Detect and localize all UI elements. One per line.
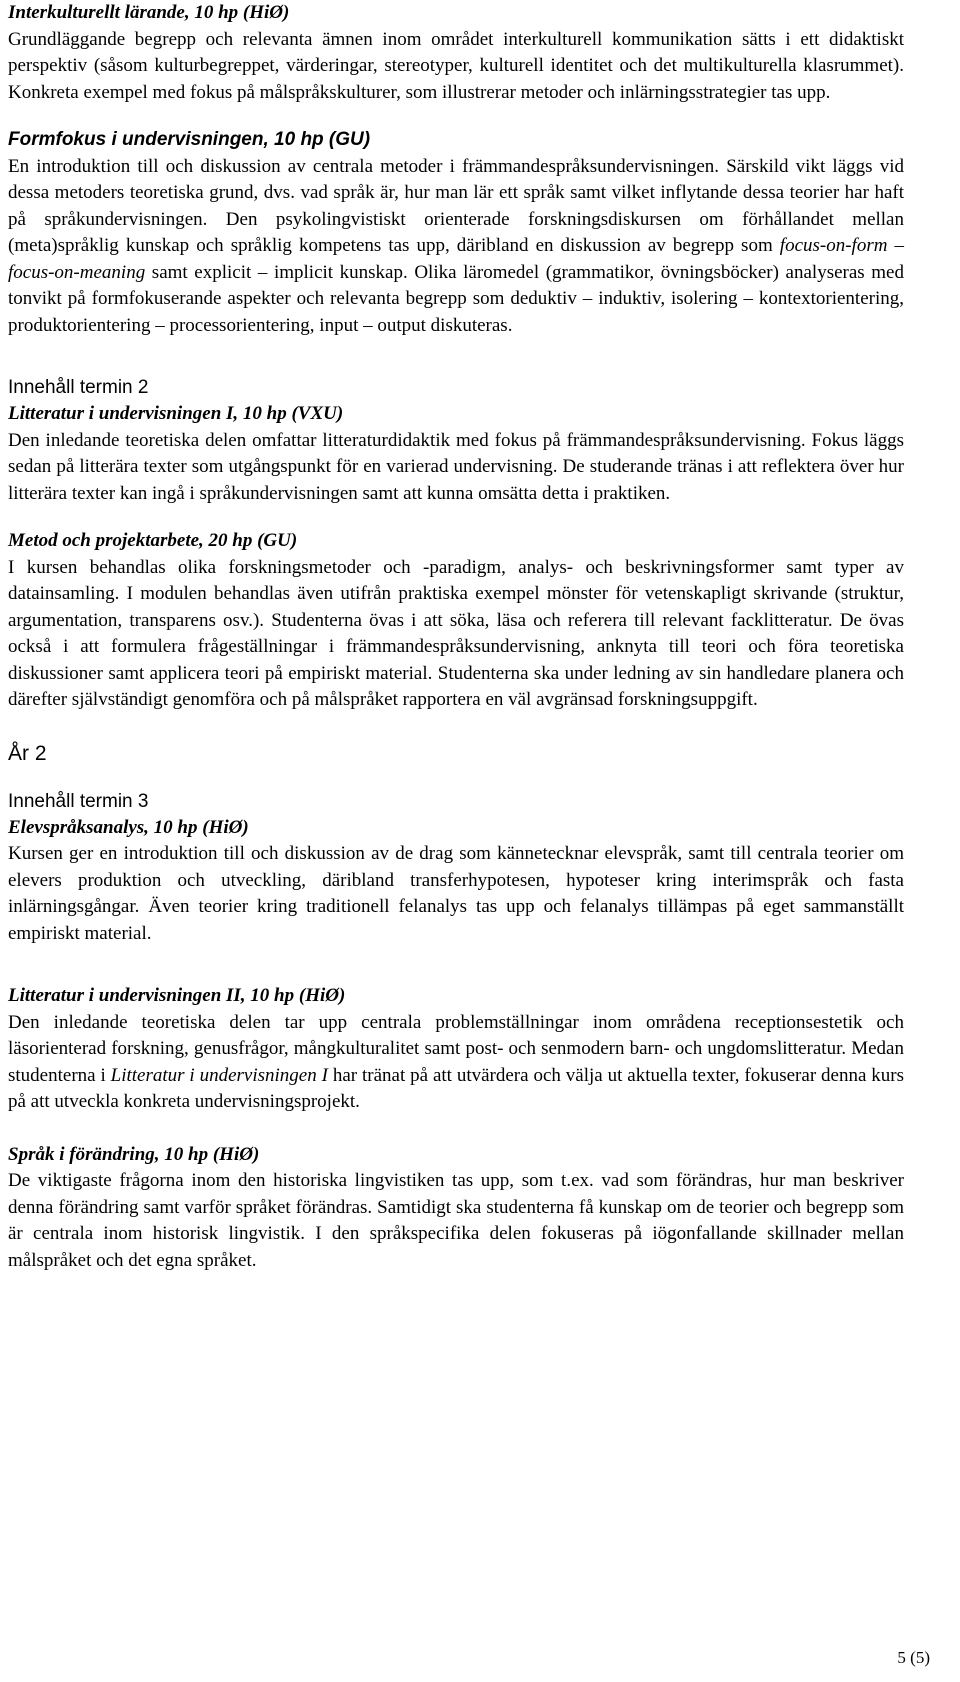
course-title: Interkulturellt lärande, 10 hp (HiØ) <box>8 2 290 23</box>
course-sprak-i-forandring <box>8 1142 904 1275</box>
course-litteratur-i <box>8 401 904 507</box>
course-metod-och-projektarbete <box>8 528 904 714</box>
course-description: De viktigaste frågorna inom den historiska lingvistiken tas upp, som t.ex. vad som förändras, hur man beskriver denna förändring samt varför språket förändras. Samtidigt ska studenterna få kunskap om de teorier och begrepp som är centrala inom historisk lingvistik. I den språkspecifika delen fokuseras på iögonfallande skillnader mellan målspråket och det egna språket. <box>8 1170 904 1271</box>
description-emphasis: Litteratur i undervisningen I <box>110 1064 328 1086</box>
course-title: Elevspråksanalys, 10 hp (HiØ) <box>8 816 249 838</box>
course-title: Litteratur i undervisningen I, 10 hp (VXU) <box>8 403 344 424</box>
description-text: Den inledande teoretiska delen tar upp centrala problemställningar inom områdena receptionsestetik och läsorienterad forskning, genusfrågor, mångkulturalitet samt post- och senmodern barn- och ungdomslitteratur. Medan studenterna i <box>8 1011 904 1086</box>
course-title: Litteratur i undervisningen II, 10 hp (HiØ) <box>8 985 346 1006</box>
term3-heading: Innehåll termin 3 <box>8 790 149 812</box>
description-text: samt explicit – implicit kunskap. Olika läromedel (grammatikor, övningsböcker) analyseras med tonvikt på formfokuserande aspekter och relevanta begrepp som deduktiv – induktiv, isolering – kontextorientering, produktorientering – processorientering, input – output diskuteras. <box>8 261 904 336</box>
course-description: I kursen behandlas olika forskningsmetoder och -paradigm, analys- och beskrivningsformer samt typer av datainsamling. I modulen behandlas även utifrån praktiska exempel mönster för vetenskapligt skrivande (struktur, argumentation, transparens osv.). Studenterna övas i att söka, läsa och referera till relevant facklitteratur. De övas också i att formulera frågeställningar i främmandespråksundervisning, anknyta till teori och föra teoretiska diskussioner samt applicera teori på empiriskt material. Studenterna ska under ledning av sin handledare planera och därefter självständigt genomföra och på målspråket rapportera en väl avgränsad forskningsuppgift. <box>8 556 904 710</box>
description-emphasis: focus-on-form – focus-on-meaning <box>8 235 904 283</box>
course-litteratur-ii <box>8 983 904 1116</box>
course-interkulturellt-larande <box>8 0 904 106</box>
course-description: Kursen ger en introduktion till och diskussion av de drag som kännetecknar elevspråk, samt till centrala teorier om elevers produktion och utveckling, däribland transferhypotesen, hypoteser kring interimspråk och fasta inlärningsgångar. Även teorier kring traditionell felanalys tas upp och felanalys tillämpas på eget sammanställt empiriskt material. <box>8 843 904 944</box>
description-text: har tränat på att utvärdera och välja ut aktuella texter, fokuserar denna kurs på att utveckla konkreta undervisningsprojekt. <box>8 1064 905 1112</box>
course-description <box>8 154 904 340</box>
description-text: En introduktion till och diskussion av centrala metoder i främmandespråksundervisningen. Särskild vikt läggs vid dessa metoders teoretiska grund, dvs. vad språk är, hur man lär ett språk samt vilket inflytande dessa teorier har haft på språkundervisningen. Den psykolingvistiskt orienterade forskningsdiskursen om förhållandet mellan (meta)språklig kunskap och språklig kompetens tas upp, däribland en diskussion av begrepp som <box>8 155 904 256</box>
course-description: Den inledande teoretiska delen omfattar litteraturdidaktik med fokus på främmandespråksundervisning. Fokus läggs sedan på litterära texter som utgångspunkt för en varierad undervisning. De studerande tränas i att reflektera över hur litterära texter kan ingå i språkundervisningen samt att kunna omsätta detta i praktiken. <box>8 429 904 504</box>
course-description: Grundläggande begrepp och relevanta ämnen inom området interkulturell kommunikation sätts i ett didaktiskt perspektiv (såsom kulturbegreppet, värderingar, stereotyper, kulturell identitet och det multikulturella klasrummet). Konkreta exempel med fokus på målspråkskulturer, som illustrerar metoder och inlärningsstrategier tas upp. <box>8 28 904 103</box>
page-number: 5 (5) <box>897 1648 930 1667</box>
course-description <box>8 1010 904 1116</box>
course-title: Språk i förändring, 10 hp (HiØ) <box>8 1143 260 1165</box>
document-page <box>8 0 904 1274</box>
term2-heading: Innehåll termin 2 <box>8 377 149 398</box>
year2-heading: År 2 <box>8 741 47 765</box>
course-formfokus <box>8 127 904 339</box>
course-title: Metod och projektarbete, 20 hp (GU) <box>8 530 298 551</box>
course-elevspraksanalys <box>8 815 904 948</box>
course-title: Formfokus i undervisningen, 10 hp (GU) <box>8 129 371 150</box>
